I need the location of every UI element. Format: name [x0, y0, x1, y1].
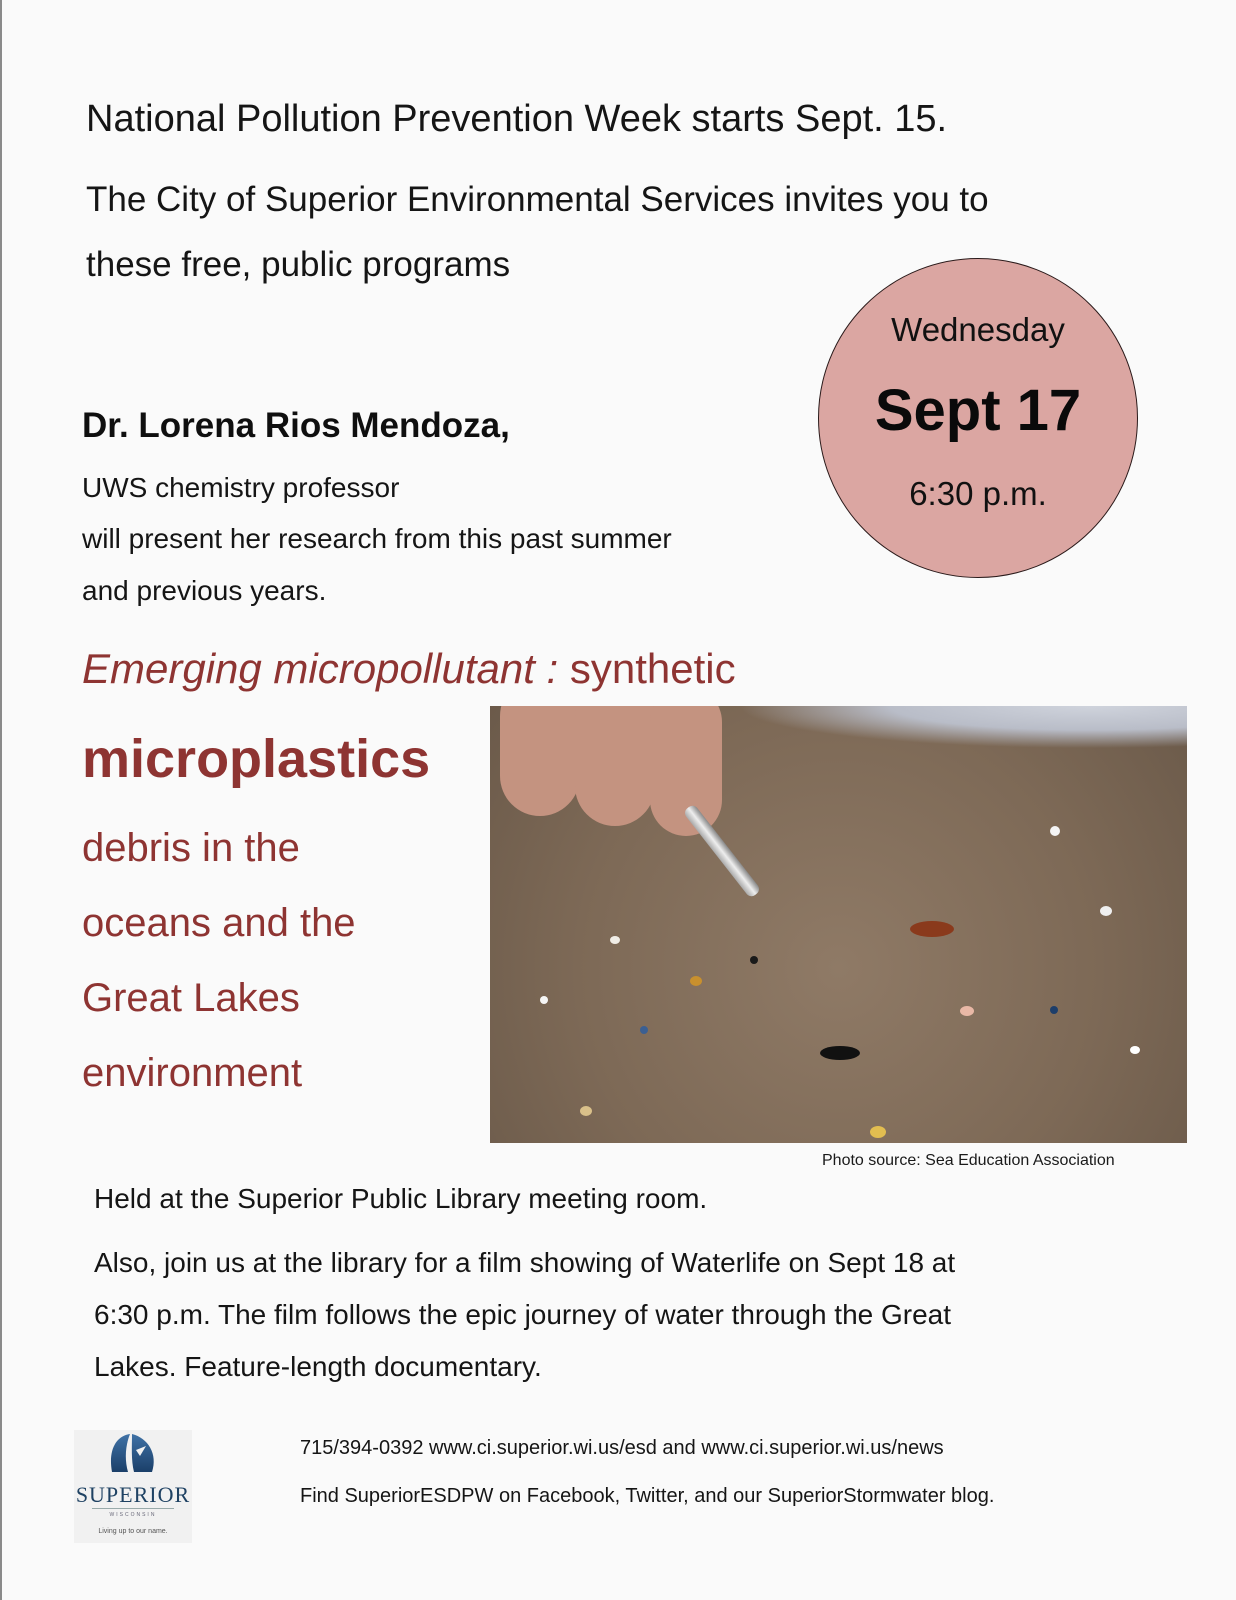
event-date: Sept 17 — [874, 378, 1082, 443]
invite-line-2: these free, public programs — [86, 245, 511, 284]
film-text-1: Also, join us at the library for a film showing of Waterlife on Sept 18 at — [94, 1247, 956, 1278]
topic-sub-line: Great Lakes — [82, 976, 300, 1020]
finger-shape — [575, 706, 655, 826]
tweezers-shape — [683, 803, 762, 898]
finger-shape — [500, 706, 580, 816]
speaker-name: Dr. Lorena Rios Mendoza, — [82, 406, 510, 445]
event-day: Wednesday — [891, 311, 1065, 348]
venue-text: Held at the Superior Public Library meeting room. — [94, 1183, 708, 1214]
logo-state: WISCONSIN — [109, 1512, 157, 1518]
speaker-role: UWS chemistry professor — [82, 472, 400, 503]
topic-heading — [82, 645, 736, 693]
particle — [690, 976, 702, 986]
logo-tagline: Living up to our name. — [98, 1528, 168, 1535]
logo-divider — [92, 1508, 174, 1509]
event-time: 6:30 p.m. — [909, 475, 1047, 512]
particle — [1100, 906, 1112, 916]
particle — [750, 956, 758, 964]
logo-wordmark: SUPERIOR — [75, 1482, 191, 1507]
particle — [820, 1046, 860, 1060]
sail-logo-icon — [106, 1432, 158, 1478]
topic-sub-line: debris in the — [82, 826, 300, 870]
particle — [640, 1026, 648, 1034]
particle — [610, 936, 620, 944]
superior-logo — [74, 1430, 192, 1543]
topic-sub-line: oceans and the — [82, 901, 356, 945]
contact-line-2: Find SuperiorESDPW on Facebook, Twitter, and our SuperiorStormwater blog. — [300, 1485, 995, 1507]
topic-normal: synthetic — [558, 645, 736, 692]
microplastics-photo — [490, 706, 1187, 1143]
speaker-description-1: will present her research from this past summer — [82, 523, 672, 554]
particle — [910, 921, 954, 937]
particle — [540, 996, 548, 1004]
particle — [1050, 1006, 1058, 1014]
film-text-2: 6:30 p.m. The film follows the epic journey of water through the Great — [94, 1299, 952, 1330]
particle — [1130, 1046, 1140, 1054]
contact-line-1: 715/394-0392 www.ci.superior.wi.us/esd and www.ci.superior.wi.us/news — [300, 1437, 944, 1459]
topic-sub-line: environment — [82, 1051, 303, 1095]
topic-italic: Emerging micropollutant : — [82, 645, 559, 692]
headline: National Pollution Prevention Week starts Sept. 15. — [86, 98, 948, 140]
event-date-badge — [818, 258, 1138, 578]
invite-line-1: The City of Superior Environmental Services invites you to — [86, 180, 989, 219]
particle — [580, 1106, 592, 1116]
film-text-3: Lakes. Feature-length documentary. — [94, 1351, 542, 1382]
particle — [960, 1006, 974, 1016]
particle — [1050, 826, 1060, 836]
photo-caption: Photo source: Sea Education Association — [822, 1152, 1115, 1169]
topic-main: microplastics — [82, 729, 431, 789]
speaker-description-2: and previous years. — [82, 575, 327, 606]
particle — [870, 1126, 886, 1138]
page-left-border — [0, 0, 2, 1600]
